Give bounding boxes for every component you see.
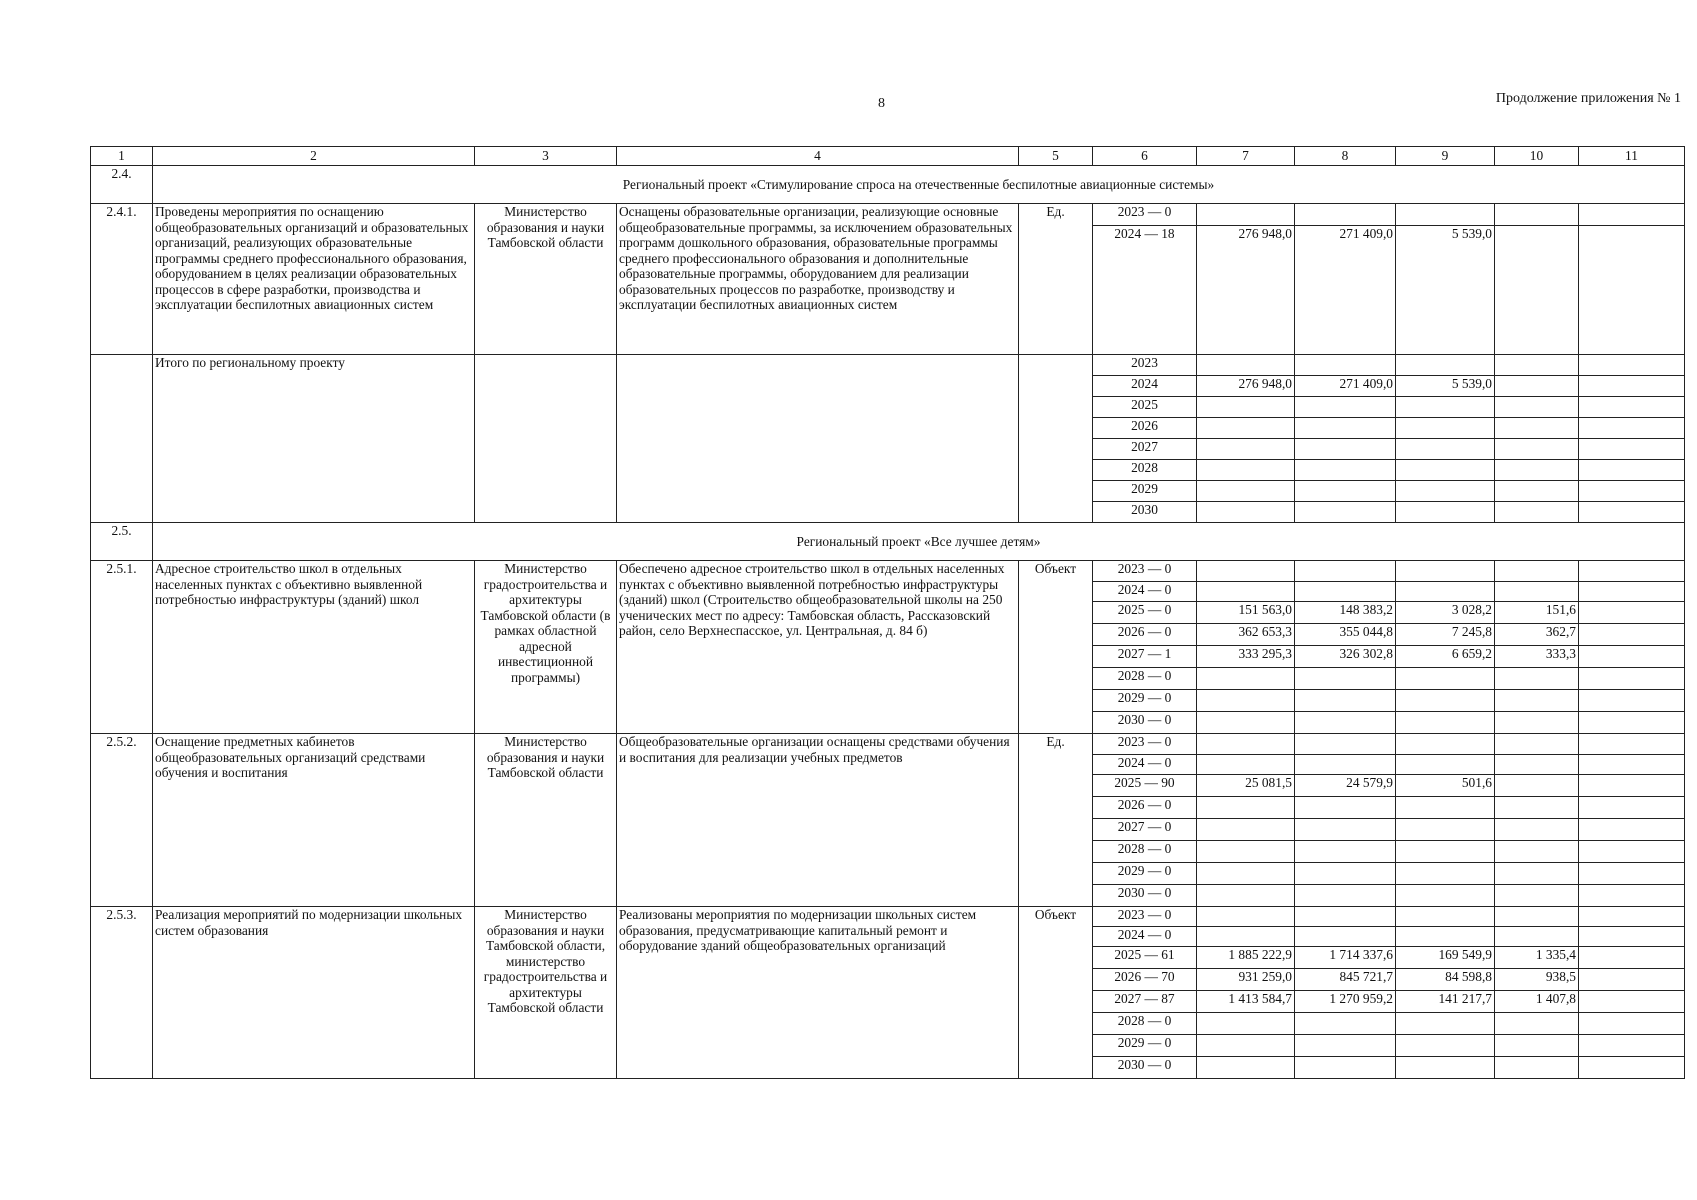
value-cell [1495,376,1579,397]
value-cell: 1 407,8 [1495,991,1579,1013]
value-cell [1197,582,1295,602]
value-cell [1396,1057,1495,1079]
value-cell [1495,819,1579,841]
section-header-row [91,166,1685,204]
value-cell [1197,907,1295,927]
total-number-cell [91,355,153,523]
value-cell [1579,668,1685,690]
value-cell [1495,418,1579,439]
value-cell: 362,7 [1495,624,1579,646]
continuation-label: Продолжение приложения № 1 [1495,91,1681,106]
value-cell [1579,226,1685,355]
value-cell: 151 563,0 [1197,602,1295,624]
year-cell: 2029 — 0 [1093,863,1197,885]
value-cell [1295,755,1396,775]
value-cell [1579,355,1685,376]
value-cell [1579,927,1685,947]
value-cell [1579,841,1685,863]
value-cell [1197,1013,1295,1035]
item-executor: Министерство образования и науки Тамбовской области [475,734,617,907]
value-cell [1495,755,1579,775]
value-cell [1295,355,1396,376]
column-header: 1 [91,147,153,166]
year-cell: 2024 — 0 [1093,927,1197,947]
year-cell: 2029 — 0 [1093,1035,1197,1057]
value-cell [1197,755,1295,775]
value-cell [1579,797,1685,819]
value-cell [1295,1013,1396,1035]
value-cell [1495,734,1579,755]
value-cell [1295,885,1396,907]
value-cell: 938,5 [1495,969,1579,991]
value-cell: 276 948,0 [1197,226,1295,355]
value-cell [1197,927,1295,947]
value-cell [1396,668,1495,690]
year-cell: 2023 — 0 [1093,907,1197,927]
value-cell [1579,561,1685,582]
value-cell: 1 714 337,6 [1295,947,1396,969]
value-cell [1495,797,1579,819]
value-cell [1579,907,1685,927]
value-cell [1495,561,1579,582]
value-cell: 169 549,9 [1396,947,1495,969]
item-number: 2.5.2. [91,734,153,907]
item-row [91,734,1685,755]
total-label: Итого по региональному проекту [153,355,475,523]
year-cell: 2026 — 0 [1093,797,1197,819]
value-cell [1295,712,1396,734]
section-title: Региональный проект «Стимулирование спроса на отечественные беспилотные авиационные системы» [153,166,1685,204]
value-cell [1197,561,1295,582]
value-cell [1579,481,1685,502]
value-cell [1197,690,1295,712]
value-cell [1579,397,1685,418]
column-header: 5 [1019,147,1093,166]
year-cell: 2027 — 1 [1093,646,1197,668]
item-unit: Ед. [1019,734,1093,907]
value-cell [1197,712,1295,734]
value-cell [1579,819,1685,841]
item-event: Адресное строительство школ в отдельных населенных пунктах с объективно выявленной потребностью инфраструктуры (зданий) школ [153,561,475,734]
value-cell [1295,819,1396,841]
value-cell [1295,502,1396,523]
item-row [91,907,1685,927]
value-cell [1396,582,1495,602]
column-header: 4 [617,147,1019,166]
value-cell: 6 659,2 [1396,646,1495,668]
value-cell [1579,755,1685,775]
value-cell [1579,734,1685,755]
year-cell: 2026 — 70 [1093,969,1197,991]
year-cell: 2028 — 0 [1093,668,1197,690]
value-cell [1579,646,1685,668]
value-cell: 84 598,8 [1396,969,1495,991]
column-header: 8 [1295,147,1396,166]
year-cell: 2025 — 90 [1093,775,1197,797]
value-cell [1396,502,1495,523]
value-cell: 333,3 [1495,646,1579,668]
value-cell: 3 028,2 [1396,602,1495,624]
item-number: 2.5.3. [91,907,153,1079]
item-unit: Объект [1019,907,1093,1079]
item-number: 2.5.1. [91,561,153,734]
value-cell: 1 270 959,2 [1295,991,1396,1013]
value-cell [1197,502,1295,523]
value-cell: 1 413 584,7 [1197,991,1295,1013]
value-cell [1396,797,1495,819]
section-header-row [91,523,1685,561]
item-unit: Объект [1019,561,1093,734]
value-cell [1396,734,1495,755]
value-cell [1197,397,1295,418]
value-cell [1579,775,1685,797]
value-cell [1579,1035,1685,1057]
value-cell [1197,418,1295,439]
value-cell [1495,712,1579,734]
value-cell [1295,204,1396,226]
value-cell [1495,863,1579,885]
value-cell [1396,819,1495,841]
value-cell [1495,481,1579,502]
year-cell: 2024 — 18 [1093,226,1197,355]
item-executor: Министерство образования и науки Тамбовской области, министерство градостроительства и архитектуры Тамбовской области [475,907,617,1079]
value-cell: 276 948,0 [1197,376,1295,397]
year-cell: 2024 — 0 [1093,582,1197,602]
value-cell [1495,927,1579,947]
column-header: 2 [153,147,475,166]
value-cell [1295,439,1396,460]
value-cell: 501,6 [1396,775,1495,797]
total-unit-cell [1019,355,1093,523]
item-result: Реализованы мероприятия по модернизации школьных систем образования, предусматривающие капитальный ремонт и оборудование зданий общеобразовательных организаций [617,907,1019,1079]
value-cell [1396,561,1495,582]
value-cell: 362 653,3 [1197,624,1295,646]
value-cell [1295,418,1396,439]
total-executor-cell [475,355,617,523]
value-cell [1295,907,1396,927]
value-cell [1579,863,1685,885]
value-cell [1396,418,1495,439]
value-cell [1495,582,1579,602]
column-header: 3 [475,147,617,166]
value-cell [1495,460,1579,481]
value-cell [1396,460,1495,481]
value-cell [1295,668,1396,690]
value-cell [1197,885,1295,907]
column-header: 7 [1197,147,1295,166]
item-executor: Министерство градостроительства и архитектуры Тамбовской области (в рамках областной адресной инвестиционной программы) [475,561,617,734]
item-row [91,561,1685,582]
value-cell [1295,1035,1396,1057]
item-event: Реализация мероприятий по модернизации школьных систем образования [153,907,475,1079]
value-cell [1396,841,1495,863]
value-cell: 931 259,0 [1197,969,1295,991]
year-cell: 2023 — 0 [1093,561,1197,582]
value-cell [1579,690,1685,712]
value-cell [1495,439,1579,460]
year-cell: 2030 — 0 [1093,1057,1197,1079]
value-cell [1396,690,1495,712]
item-executor: Министерство образования и науки Тамбовской области [475,204,617,355]
appendix-table [90,146,1685,1079]
year-cell: 2027 — 0 [1093,819,1197,841]
value-cell [1579,582,1685,602]
section-number: 2.5. [91,523,153,561]
value-cell [1197,863,1295,885]
value-cell: 148 383,2 [1295,602,1396,624]
value-cell [1579,204,1685,226]
value-cell [1197,841,1295,863]
value-cell [1197,439,1295,460]
value-cell [1197,819,1295,841]
value-cell: 271 409,0 [1295,226,1396,355]
year-cell: 2028 — 0 [1093,1013,1197,1035]
value-cell [1396,907,1495,927]
item-result: Обеспечено адресное строительство школ в отдельных населенных пунктах с объективно выявленной потребностью инфраструктуры (зданий) школ (Строительство общеобразовательной школы на 250 ученических мест по адресу: Тамбовская область, Рассказовский район, село Верхнеспасское, ул. Центральная, д. 84 б) [617,561,1019,734]
value-cell [1396,885,1495,907]
year-cell: 2030 [1093,502,1197,523]
column-header: 6 [1093,147,1197,166]
year-cell: 2025 [1093,397,1197,418]
value-cell [1495,907,1579,927]
value-cell [1197,1057,1295,1079]
value-cell: 1 335,4 [1495,947,1579,969]
value-cell: 5 539,0 [1396,226,1495,355]
value-cell: 5 539,0 [1396,376,1495,397]
year-cell: 2023 — 0 [1093,204,1197,226]
value-cell [1295,690,1396,712]
value-cell [1396,204,1495,226]
value-cell [1396,439,1495,460]
value-cell [1197,481,1295,502]
value-cell [1396,397,1495,418]
value-cell [1197,797,1295,819]
value-cell [1295,582,1396,602]
value-cell [1579,602,1685,624]
value-cell [1197,668,1295,690]
value-cell [1495,1035,1579,1057]
value-cell: 24 579,9 [1295,775,1396,797]
value-cell [1579,624,1685,646]
value-cell [1495,775,1579,797]
column-header: 11 [1579,147,1685,166]
value-cell: 271 409,0 [1295,376,1396,397]
value-cell [1197,204,1295,226]
value-cell [1495,204,1579,226]
value-cell [1579,712,1685,734]
value-cell [1295,481,1396,502]
year-cell: 2027 — 87 [1093,991,1197,1013]
value-cell: 7 245,8 [1396,624,1495,646]
value-cell [1396,481,1495,502]
total-result-cell [617,355,1019,523]
year-cell: 2024 — 0 [1093,755,1197,775]
year-cell: 2026 [1093,418,1197,439]
value-cell [1579,418,1685,439]
value-cell: 355 044,8 [1295,624,1396,646]
value-cell [1495,226,1579,355]
value-cell [1579,460,1685,481]
item-result: Общеобразовательные организации оснащены средствами обучения и воспитания для реализации учебных предметов [617,734,1019,907]
value-cell [1295,460,1396,481]
value-cell [1295,841,1396,863]
value-cell [1495,1057,1579,1079]
column-header: 9 [1396,147,1495,166]
value-cell: 845 721,7 [1295,969,1396,991]
value-cell [1295,1057,1396,1079]
value-cell: 333 295,3 [1197,646,1295,668]
year-cell: 2024 [1093,376,1197,397]
item-event: Оснащение предметных кабинетов общеобразовательных организаций средствами обучения и воспитания [153,734,475,907]
value-cell [1396,1035,1495,1057]
value-cell [1579,1013,1685,1035]
value-cell [1295,397,1396,418]
value-cell [1579,947,1685,969]
year-cell: 2030 — 0 [1093,885,1197,907]
value-cell: 151,6 [1495,602,1579,624]
section-number: 2.4. [91,166,153,204]
value-cell [1579,991,1685,1013]
value-cell [1579,502,1685,523]
year-cell: 2029 — 0 [1093,690,1197,712]
value-cell [1295,797,1396,819]
value-cell [1579,1057,1685,1079]
value-cell [1197,734,1295,755]
value-cell [1579,439,1685,460]
value-cell [1295,927,1396,947]
value-cell [1579,885,1685,907]
column-number-row [91,147,1685,166]
value-cell [1396,355,1495,376]
value-cell [1396,863,1495,885]
value-cell [1495,690,1579,712]
value-cell [1495,355,1579,376]
value-cell [1495,841,1579,863]
year-cell: 2028 — 0 [1093,841,1197,863]
value-cell [1295,734,1396,755]
value-cell [1197,355,1295,376]
value-cell [1197,1035,1295,1057]
value-cell: 1 885 222,9 [1197,947,1295,969]
year-cell: 2027 [1093,439,1197,460]
item-unit: Ед. [1019,204,1093,355]
appendix-table-container [90,146,1684,1079]
year-cell: 2026 — 0 [1093,624,1197,646]
value-cell: 141 217,7 [1396,991,1495,1013]
year-cell: 2030 — 0 [1093,712,1197,734]
value-cell [1295,863,1396,885]
value-cell: 326 302,8 [1295,646,1396,668]
column-header: 10 [1495,147,1579,166]
value-cell [1579,376,1685,397]
item-row [91,204,1685,226]
value-cell [1495,502,1579,523]
value-cell [1495,885,1579,907]
value-cell [1396,755,1495,775]
value-cell [1396,1013,1495,1035]
value-cell: 25 081,5 [1197,775,1295,797]
value-cell [1579,969,1685,991]
year-cell: 2025 — 61 [1093,947,1197,969]
value-cell [1495,668,1579,690]
year-cell: 2023 [1093,355,1197,376]
table-body [91,147,1685,1079]
year-cell: 2023 — 0 [1093,734,1197,755]
value-cell [1396,712,1495,734]
value-cell [1495,397,1579,418]
item-result: Оснащены образовательные организации, реализующие основные общеобразовательные программы, за исключением образовательных программ дошкольного образования, образовательные программы среднего профессионального образования и дополнительные образовательные программы, оборудованием для реализации образовательных процессов по разработке, производству и эксплуатации беспилотных авиационных систем [617,204,1019,355]
value-cell [1197,460,1295,481]
year-cell: 2028 [1093,460,1197,481]
year-cell: 2025 — 0 [1093,602,1197,624]
value-cell [1295,561,1396,582]
total-row [91,355,1685,376]
value-cell [1495,1013,1579,1035]
year-cell: 2029 [1093,481,1197,502]
page-number: 8 [878,96,885,111]
item-number: 2.4.1. [91,204,153,355]
item-event: Проведены мероприятия по оснащению общеобразовательных организаций и образовательных организаций, реализующих образовательные программы среднего профессионального образования, оборудованием в целях реализации образовательных процессов в сфере разработки, производства и эксплуатации беспилотных авиационных систем [153,204,475,355]
section-title: Региональный проект «Все лучшее детям» [153,523,1685,561]
value-cell [1396,927,1495,947]
